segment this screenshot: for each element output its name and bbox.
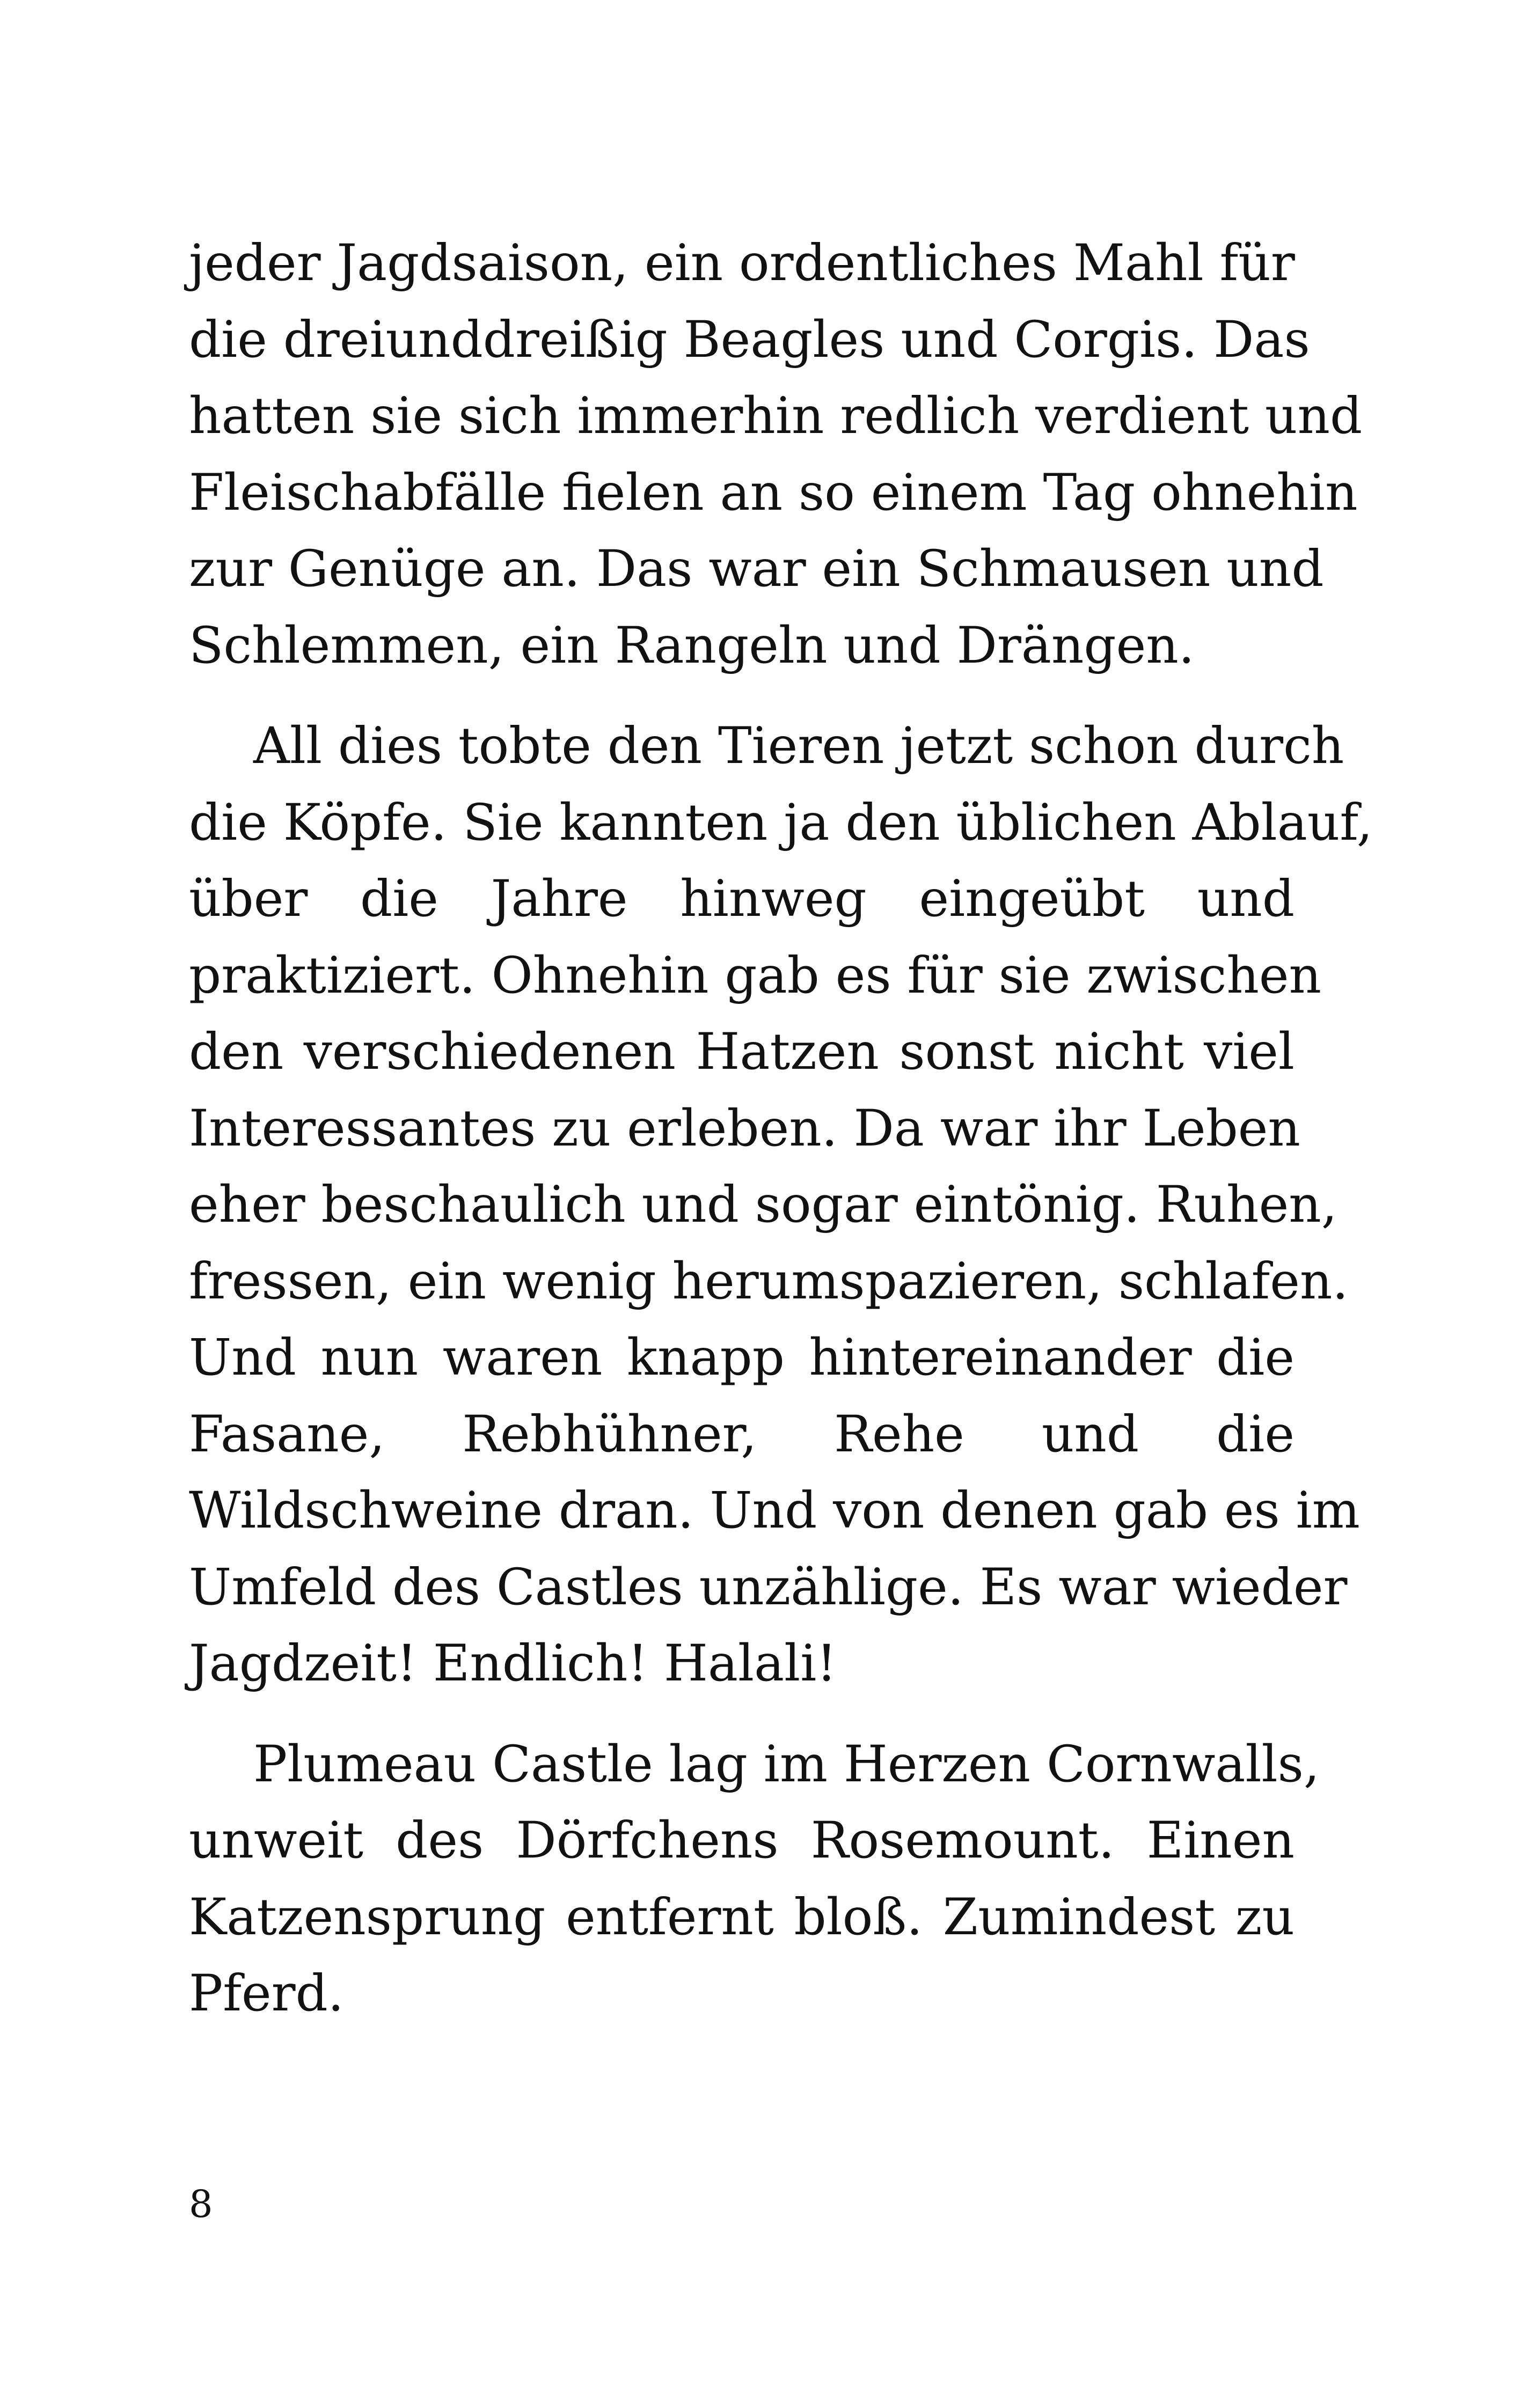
text-line: Plumeau Castle lag im Herzen Cornwalls, xyxy=(253,1735,1320,1794)
page-number: 8 xyxy=(189,2182,213,2226)
text-line: hatten sie sich immerhin redlich verdient und xyxy=(189,387,1363,445)
text-line: Interessantes zu erleben. Da war ihr Leben xyxy=(189,1099,1300,1158)
text-line: die dreiunddreißig Beagles und Corgis. Das xyxy=(189,310,1310,369)
paragraph-spacer xyxy=(189,1702,1295,1727)
text-line: über die Jahre hinweg eingeübt und xyxy=(189,870,1295,928)
text-line: Wildschweine dran. Und von denen gab es im xyxy=(189,1481,1360,1540)
paragraph xyxy=(189,225,1363,684)
body-text xyxy=(189,225,1373,2032)
text-line: jeder Jagdsaison, ein ordentliches Mahl für xyxy=(189,234,1295,292)
text-line: praktiziert. Ohnehin gab es für sie zwischen xyxy=(189,946,1322,1005)
paragraph xyxy=(189,1727,1320,2032)
text-line: Pferd. xyxy=(189,1964,344,2023)
text-line: zur Genüge an. Das war ein Schmausen und xyxy=(189,540,1324,598)
text-line: Jagdzeit! Endlich! Halali! xyxy=(189,1634,837,1693)
text-line: die Köpfe. Sie kannten ja den üblichen Ablauf, xyxy=(189,793,1373,852)
text-line: den verschiedenen Hatzen sonst nicht viel xyxy=(189,1023,1295,1081)
text-line: Katzensprung entfernt bloß. Zumindest zu xyxy=(189,1888,1295,1947)
text-line: unweit des Dörfchens Rosemount. Einen xyxy=(189,1811,1295,1870)
text-line: Umfeld des Castles unzählige. Es war wieder xyxy=(189,1558,1348,1617)
paragraph-spacer xyxy=(189,684,1295,708)
paragraph xyxy=(189,708,1373,1702)
text-line: fressen, ein wenig herumspazieren, schlafen. xyxy=(189,1252,1349,1311)
text-line: All dies tobte den Tieren jetzt schon durch xyxy=(253,717,1344,775)
text-line: eher beschaulich und sogar eintönig. Ruhen, xyxy=(189,1176,1337,1234)
text-line: Und nun waren knapp hintereinander die xyxy=(189,1328,1295,1387)
text-line: Fleischabfälle fielen an so einem Tag ohnehin xyxy=(189,463,1358,522)
text-line: Schlemmen, ein Rangeln und Drängen. xyxy=(189,616,1195,675)
text-line: Fasane, Rebhühner, Rehe und die xyxy=(189,1405,1295,1464)
